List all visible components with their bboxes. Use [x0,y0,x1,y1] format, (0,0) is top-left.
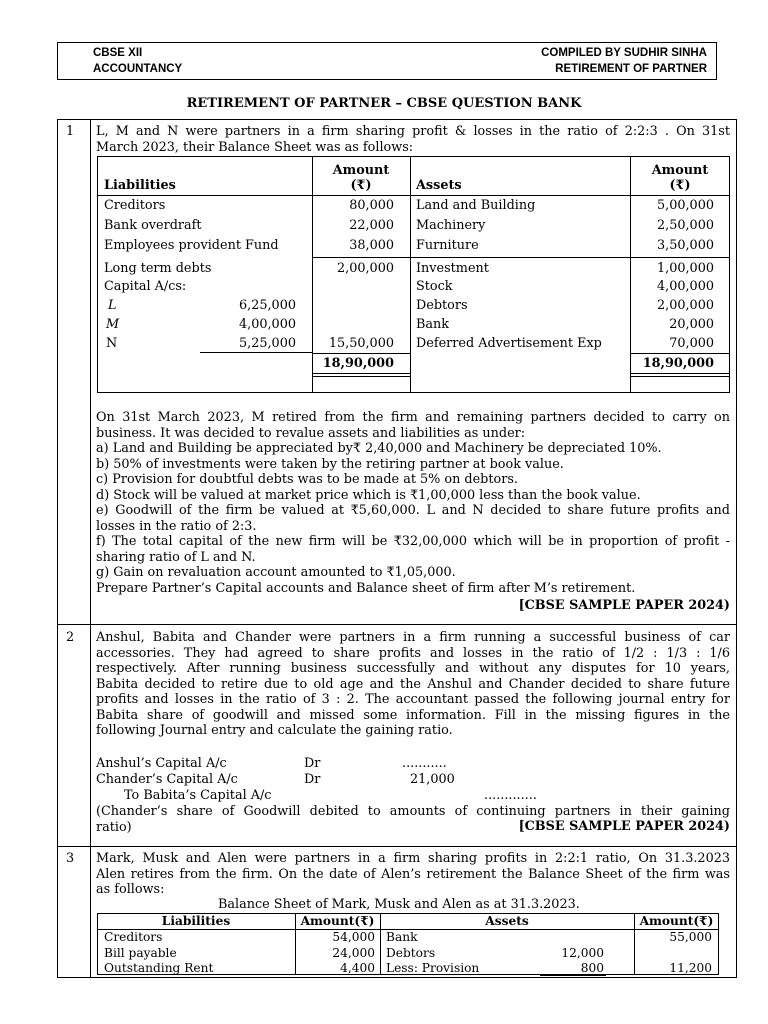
liability-amount: 4,400 [340,961,375,975]
liability-label: Employees provident Fund [104,238,279,253]
liability-amount: 80,000 [349,198,394,213]
amount-unit: (₹) [350,178,372,193]
asset-amount: 3,50,000 [657,238,714,253]
capital-partner: L [108,298,117,313]
header-subject-code: CBSE XII [93,47,143,59]
asset-amount: 55,000 [669,930,712,944]
journal-account: Anshul’s Capital A/c [96,756,227,771]
capital-partner: N [106,336,118,351]
asset-label: Deferred Advertisement Exp [416,336,602,351]
question-number: 3 [66,851,75,866]
capital-amount: 5,25,000 [239,336,296,351]
page-header [57,42,717,80]
liability-label: Long term debts [104,261,212,276]
question-number: 2 [66,630,75,645]
asset-amount: 2,00,000 [657,298,714,313]
asset-amount: 11,200 [669,961,712,975]
liability-amount: 22,000 [349,218,394,233]
liability-label: Capital A/cs: [104,279,187,294]
asset-amount: 2,50,000 [657,218,714,233]
header-chapter: RETIREMENT OF PARTNER [555,63,707,75]
asset-label: Land and Building [416,198,536,213]
journal-amount: 21,000 [410,772,455,787]
asset-subamount: 800 [580,961,604,975]
liabilities-total: 18,90,000 [322,356,394,371]
journal-narration: (Chander’s share of Goodwill debited to amounts of continuing partners in their gaining ratio) [96,804,730,835]
asset-amount: 70,000 [669,336,714,351]
asset-label: Bank [416,317,450,332]
question-1-intro: L, M and N were partners in a firm sharing profit & losses in the ratio of 2:2:3 . On 31st March 2023, their Balance Sheet was as follows: [96,124,730,155]
asset-amount: 20,000 [669,317,714,332]
amount-header: Amount [332,163,390,178]
asset-label: Debtors [416,298,468,313]
asset-label: Machinery [416,218,486,233]
asset-label: Bank [386,930,418,944]
journal-amount: ............. [484,788,537,803]
question-2-text: Anshul, Babita and Chander were partners in a firm running a successful business of car accessories. They had agreed to share profits and losses in the ratio of 1/2 : 1/3 : 1/6 respectively. After running business successfully and without any disputes for 10 years, Babita decided to retire due to old age and the Anshul and Chander decided to share future profits and losses in the ratio of 3 : 2. The accountant passed the following journal entry for Babita share of goodwill and missed some information. Fill in the missing figures in the following Journal entry and calculate the gaining ratio. [96,630,730,738]
liability-label: Bill payable [104,946,177,960]
amount-unit: (₹) [669,178,691,193]
journal-account: To Babita’s Capital A/c [124,788,272,803]
source-citation: [CBSE SAMPLE PAPER 2024) [518,819,730,834]
liability-amount: 54,000 [332,930,375,944]
liability-amount: 2,00,000 [337,261,394,276]
header-compiler: COMPILED BY SUDHIR SINHA [541,47,707,59]
journal-dr: Dr [304,772,321,787]
question-number: 1 [66,124,75,139]
source-citation: [CBSE SAMPLE PAPER 2024) [518,598,730,613]
asset-label: Debtors [386,946,436,960]
capital-amount: 6,25,000 [239,298,296,313]
journal-dr: Dr [304,756,321,771]
journal-amount: ........... [402,756,447,771]
page-title: RETIREMENT OF PARTNER – CBSE QUESTION BANK [186,96,582,111]
capital-amount: 4,00,000 [239,317,296,332]
asset-label: Less: Provision [386,961,480,975]
table-title: Balance Sheet of Mark, Musk and Alen as at 31.3.2023. [218,897,580,912]
question-3-text: Mark, Musk and Alen were partners in a firm sharing profits in 2:2:1 ratio, On 31.3.2023 Alen retires from the firm. On the date of Alen’s retirement the Balance Sheet of the firm was as follows: [96,851,730,897]
asset-amount: 4,00,000 [657,279,714,294]
asset-subamount: 12,000 [561,946,604,960]
liabilities-header: Liabilities [104,178,176,193]
capital-total: 15,50,000 [328,336,394,351]
header-subject: ACCOUNTANCY [93,63,183,75]
liability-amount: 24,000 [332,946,375,960]
assets-header: Assets [416,178,462,193]
asset-amount: 1,00,000 [657,261,714,276]
asset-amount: 5,00,000 [657,198,714,213]
liability-label: Creditors [104,930,163,944]
assets-header: Assets [485,914,529,928]
asset-label: Stock [416,279,453,294]
liability-amount: 38,000 [349,238,394,253]
asset-label: Investment [416,261,489,276]
liabilities-header: Liabilities [161,914,231,928]
capital-partner: M [106,317,120,332]
liability-label: Bank overdraft [104,218,202,233]
liability-label: Creditors [104,198,166,213]
asset-label: Furniture [416,238,479,253]
assets-total: 18,90,000 [642,356,714,371]
amount-header: Amount(₹) [639,914,714,928]
question-1-body: On 31st March 2023, M retired from the firm and remaining partners decided to carry on business. It was decided to revalue assets and liabilities as under: a) Land and Building be appreciated by₹ 2,40,000 and Machinery be depreciated 10%. b) 50% of investments were taken by the retiring partner at book value. c) Provision for doubtful debts was to be made at 5% on debtors. d) Stock will be valued at market price which is ₹1,00,000 less than the book value. e) Goodwill of the firm be valued at ₹5,60,000. L and N decided to share future profits and losses in the ratio of 2:3. f) The total capital of the new firm will be ₹32,00,000 which will be in proportion of profit - sharing ratio of L and N. g) Gain on revaluation account amounted to ₹1,05,000. Prepare Partner’s Capital accounts and Balance sheet of firm after M’s retirement. [96,410,730,596]
liability-label: Outstanding Rent [104,961,214,975]
journal-account: Chander’s Capital A/c [96,772,238,787]
amount-header: Amount [651,163,709,178]
amount-header: Amount(₹) [300,914,375,928]
